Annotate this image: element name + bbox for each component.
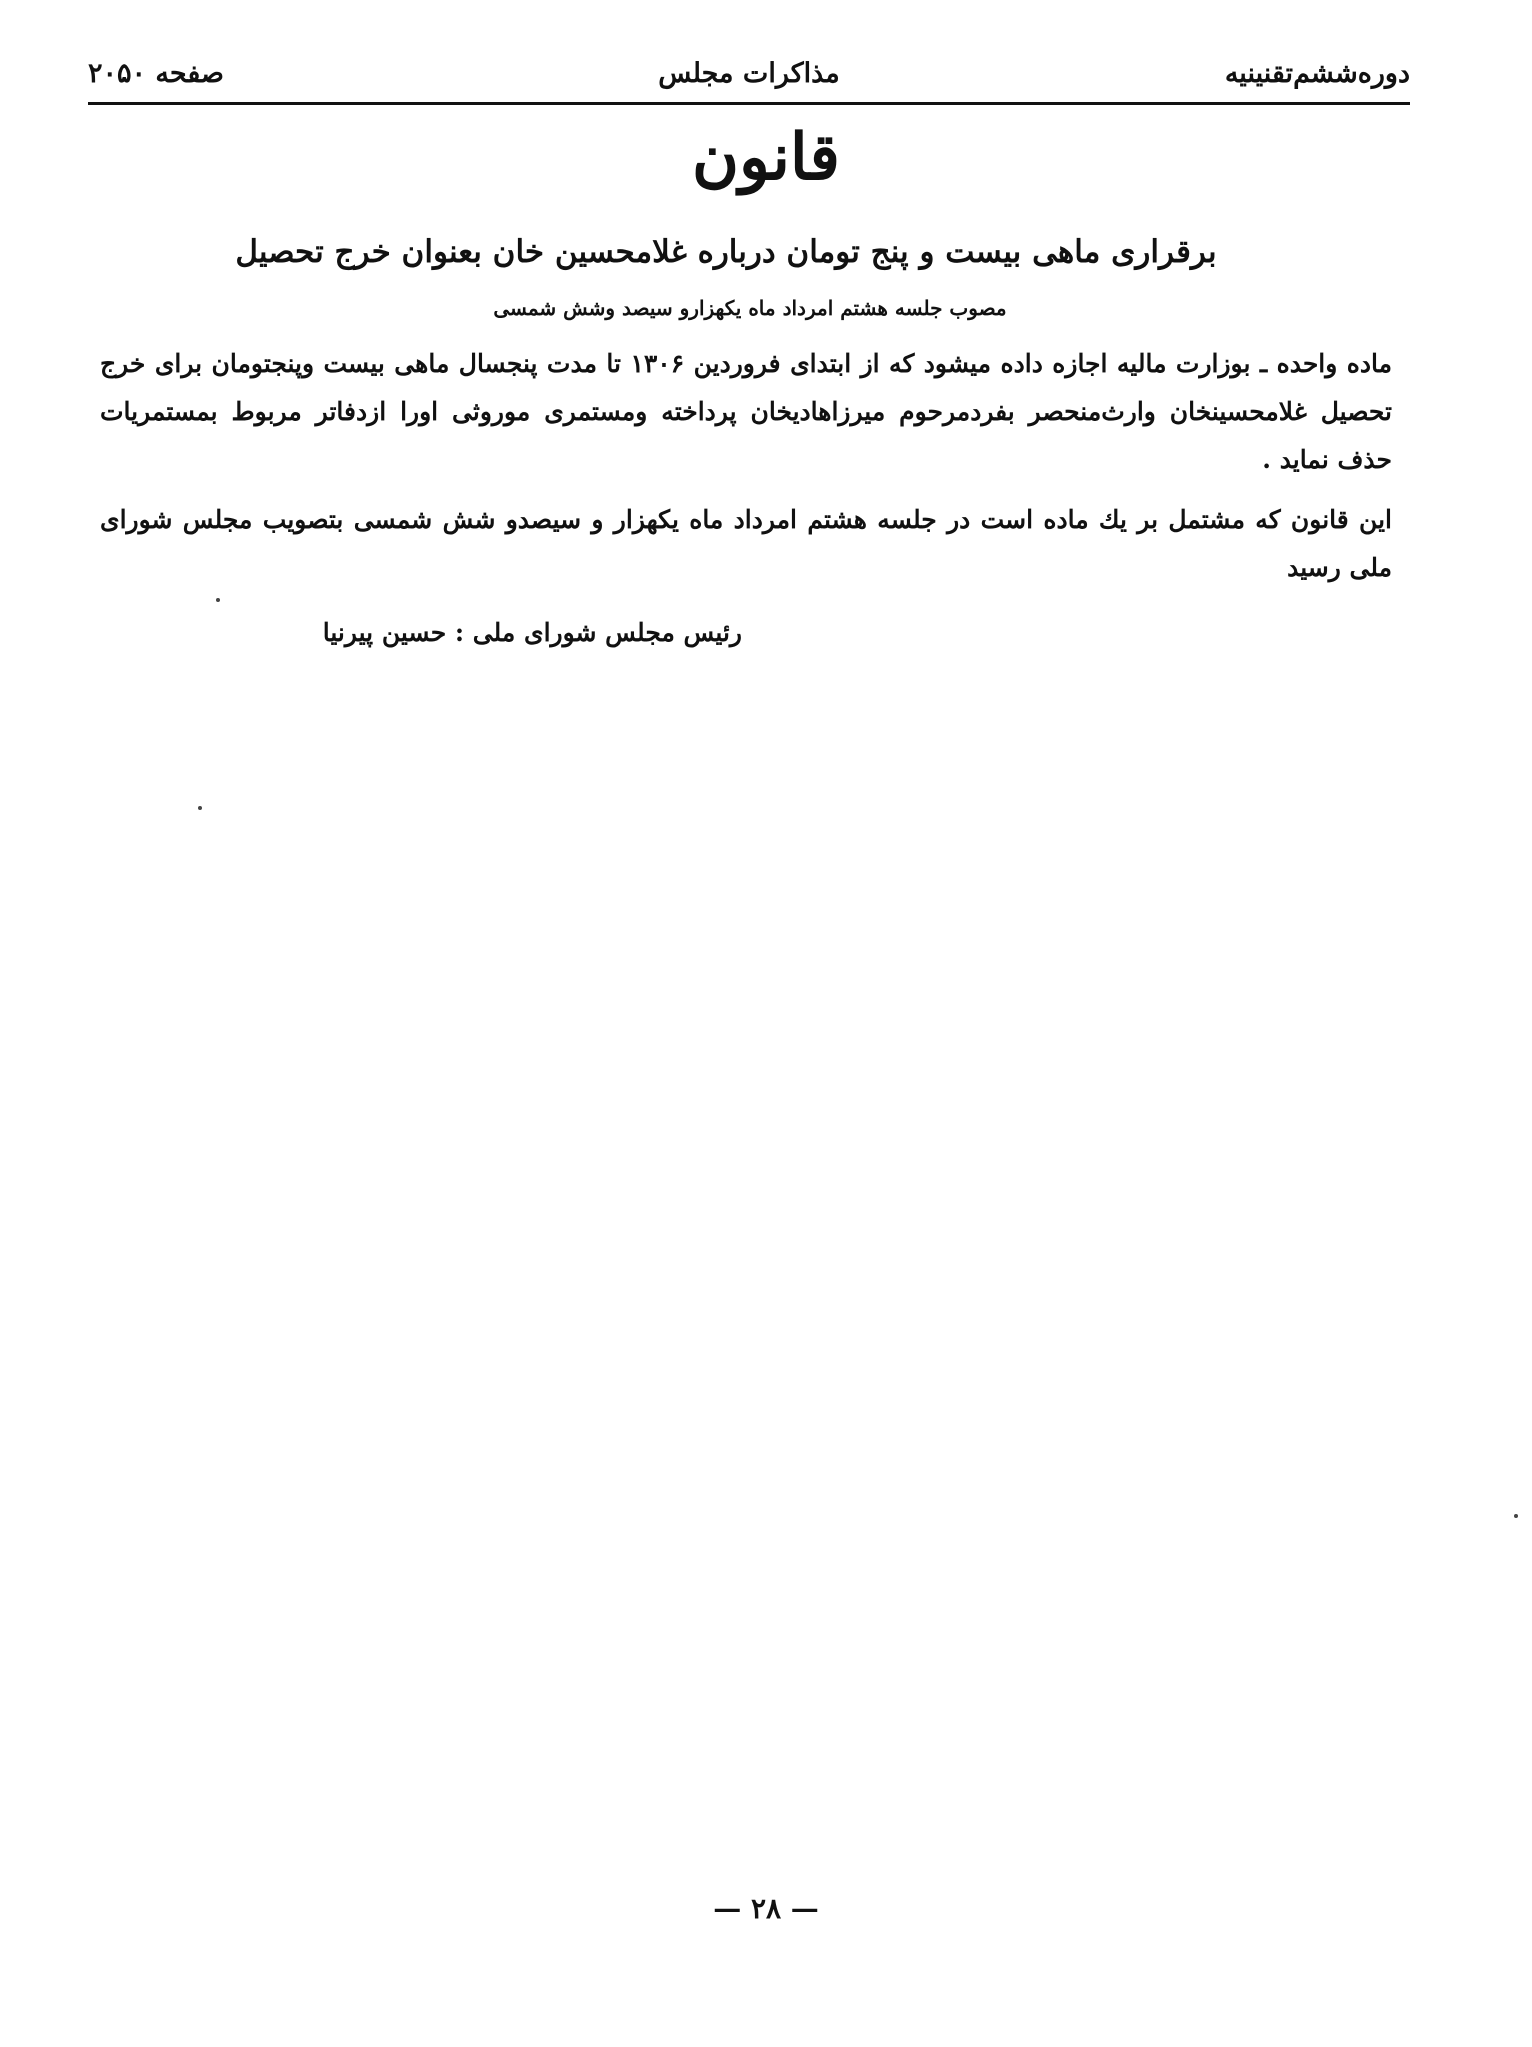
scan-speck xyxy=(1514,1514,1518,1518)
law-title: قانون xyxy=(692,120,840,195)
signature-line: رئیس مجلس شورای ملی : حسین پیرنیا xyxy=(322,618,742,647)
ratification-paragraph: این قانون که مشتمل بر یك ماده است در جلسه هشتم امرداد ماه یکهزار و سیصدو شش شمسی بتصویب مجلس شورای ملی رسید xyxy=(100,505,1392,582)
page-header xyxy=(88,52,1410,102)
page-reference: صفحه ۲۰۵۰ xyxy=(88,58,224,89)
page-number: — ۲۸ — xyxy=(713,1892,819,1925)
session-label: دوره‌ششم‌تقنینیه xyxy=(1224,58,1410,89)
scan-speck xyxy=(198,806,202,810)
article-paragraph: ماده واحده ـ بوزارت مالیه اجازه داده میشود که از ابتدای فروردین ۱۳۰۶ تا مدت پنجسال ماهی بیست وپنجتومان برای خرج تحصیل غلامحسینخان وارث‌منحصر بفردمرحوم میرزاهادیخان پرداخته ومستمری موروثی اورا ازدفاتر مربوط بمستمریات حذف نماید . xyxy=(100,349,1392,474)
header-rule xyxy=(88,102,1410,105)
publication-title: مذاکرات مجلس xyxy=(658,58,840,89)
law-subtitle: برقراری ماهی بیست و پنج تومان درباره غلامحسین خان بعنوان خرج تحصیل xyxy=(235,234,1217,270)
scan-speck xyxy=(216,598,220,602)
approval-date: مصوب جلسه هشتم امرداد ماه یکهزارو سیصد وشش شمسی xyxy=(493,296,1007,320)
